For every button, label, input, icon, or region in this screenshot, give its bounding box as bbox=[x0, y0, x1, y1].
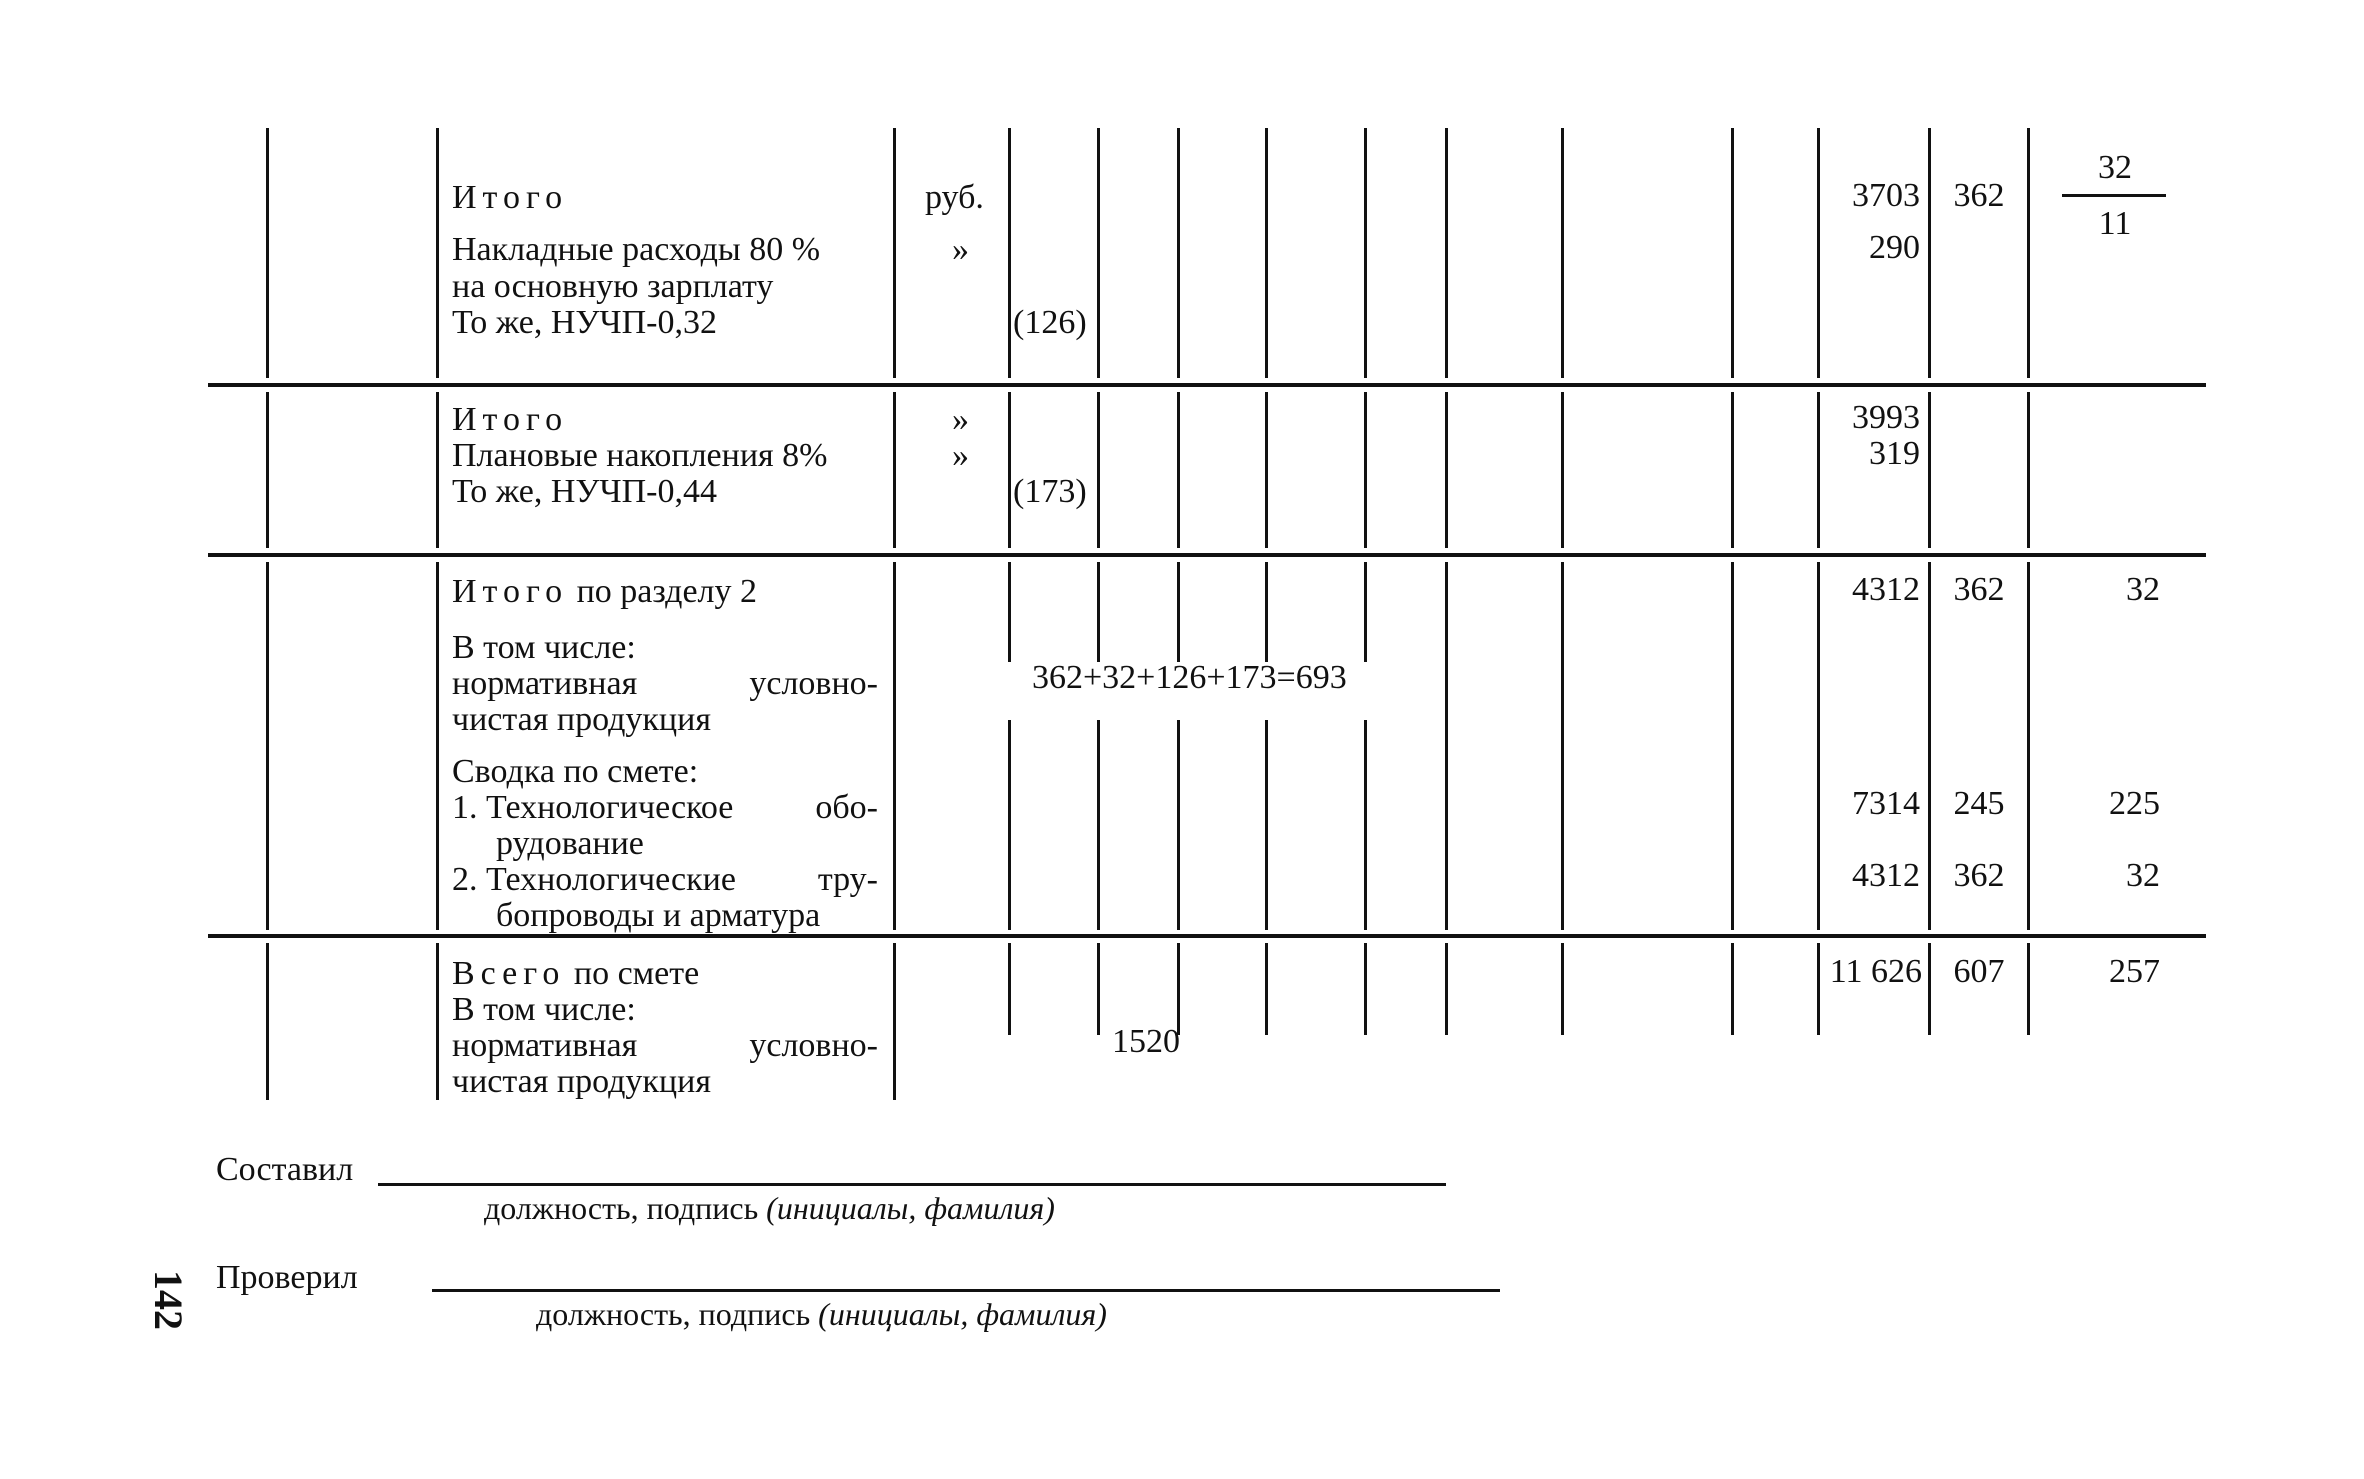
column-rule bbox=[1265, 128, 1268, 378]
column-rule bbox=[1364, 943, 1367, 1035]
column-rule bbox=[1097, 943, 1100, 1035]
s3-item2-a: 2. Технологические bbox=[452, 861, 736, 898]
column-rule bbox=[893, 943, 896, 1100]
s2-same-nuchp: То же, НУЧП-0,44 bbox=[452, 473, 717, 510]
column-rule bbox=[1364, 720, 1367, 930]
column-rule bbox=[1097, 562, 1100, 662]
column-rule bbox=[893, 128, 896, 378]
s3-total: 4312 bbox=[1852, 571, 1920, 608]
s3-summary-label: Сводка по смете: bbox=[452, 753, 699, 790]
column-rule bbox=[1928, 128, 1931, 378]
s1-same-nuchp: То же, НУЧП-0,32 bbox=[452, 304, 717, 341]
s3-formula: 362+32+126+173=693 bbox=[1032, 659, 1347, 696]
row-divider bbox=[208, 383, 2206, 387]
s3-item1-wages: 245 bbox=[1953, 785, 2005, 822]
s3-incl-label: В том числе: bbox=[452, 629, 636, 666]
s4-vsego-label bbox=[452, 956, 699, 992]
s3-item1-b: обо- bbox=[815, 789, 878, 826]
column-rule bbox=[1008, 943, 1011, 1035]
column-rule bbox=[436, 562, 439, 930]
s3-machine: 32 bbox=[2126, 571, 2160, 608]
compiled-caption bbox=[484, 1190, 1055, 1226]
column-rule bbox=[1445, 392, 1448, 548]
s3-item2-machine: 32 bbox=[2126, 857, 2160, 894]
column-rule bbox=[1008, 392, 1011, 548]
s3-item1-c: рудование bbox=[496, 825, 644, 862]
column-rule bbox=[1008, 128, 1011, 378]
column-rule bbox=[1177, 720, 1180, 930]
s1-overhead-unit: » bbox=[952, 231, 969, 268]
s1-total-wages: 362 bbox=[1953, 177, 2005, 214]
column-rule bbox=[1731, 128, 1734, 378]
column-rule bbox=[266, 128, 269, 378]
column-rule bbox=[1177, 392, 1180, 548]
s2-plan-unit: » bbox=[952, 437, 969, 474]
compiled-signature-line bbox=[378, 1183, 1446, 1186]
column-rule bbox=[1445, 943, 1448, 1035]
checked-caption-a: должность, подпись bbox=[536, 1296, 811, 1332]
s1-fraction-bar bbox=[2062, 194, 2166, 197]
column-rule bbox=[2027, 392, 2030, 548]
column-rule bbox=[266, 562, 269, 930]
s2-plan-label: Плановые накопления 8% bbox=[452, 437, 828, 474]
s3-clean-product: чистая продукция bbox=[452, 701, 711, 738]
s1-total: 3703 bbox=[1852, 177, 1920, 214]
s4-vsego-word: Всего bbox=[452, 955, 566, 992]
column-rule bbox=[1265, 392, 1268, 548]
column-rule bbox=[1008, 720, 1011, 930]
column-rule bbox=[1265, 943, 1268, 1035]
column-rule bbox=[893, 562, 896, 930]
s2-same-nuchp-value: (173) bbox=[1013, 473, 1087, 510]
column-rule bbox=[1265, 720, 1268, 930]
compiled-label: Составил bbox=[216, 1151, 354, 1188]
compiled-caption-b: (инициалы, фамилия) bbox=[766, 1190, 1055, 1226]
s3-itogo-word: Итого bbox=[452, 573, 569, 610]
checked-label: Проверил bbox=[216, 1259, 358, 1296]
column-rule bbox=[436, 943, 439, 1100]
column-rule bbox=[2027, 943, 2030, 1035]
column-rule bbox=[1097, 720, 1100, 930]
column-rule bbox=[1928, 392, 1931, 548]
s3-item2-b: тру- bbox=[817, 861, 878, 898]
s3-item2-total: 4312 bbox=[1852, 857, 1920, 894]
column-rule bbox=[1445, 562, 1448, 930]
s1-unit: руб. bbox=[925, 179, 984, 216]
column-rule bbox=[2027, 128, 2030, 378]
s1-overhead-value: 290 bbox=[1869, 229, 1920, 266]
column-rule bbox=[436, 128, 439, 378]
s4-total: 11 626 bbox=[1829, 953, 1922, 990]
column-rule bbox=[1177, 562, 1180, 662]
checked-caption bbox=[536, 1296, 1107, 1332]
column-rule bbox=[1561, 128, 1564, 378]
checked-signature-line bbox=[432, 1289, 1500, 1292]
s4-vsego-rest: по смете bbox=[573, 955, 700, 992]
s4-normative-value: 1520 bbox=[1112, 1023, 1180, 1060]
column-rule bbox=[1731, 392, 1734, 548]
page-number: 142 bbox=[146, 1270, 191, 1330]
s3-normative-line bbox=[452, 666, 878, 702]
s3-item2-wages: 362 bbox=[1953, 857, 2005, 894]
s3-item1-a: 1. Технологическое bbox=[452, 789, 734, 826]
s3-item2-line bbox=[452, 862, 878, 898]
s1-fraction-denominator: 11 bbox=[2098, 205, 2132, 242]
s4-normative-word: нормативная bbox=[452, 1027, 638, 1064]
s3-item1-line bbox=[452, 790, 878, 826]
s3-item2-c: бопроводы и арматура bbox=[496, 897, 821, 934]
column-rule bbox=[1561, 392, 1564, 548]
s2-unit: » bbox=[952, 401, 969, 438]
column-rule bbox=[266, 392, 269, 548]
s3-wages: 362 bbox=[1953, 571, 2005, 608]
column-rule bbox=[2027, 562, 2030, 930]
s4-conditional-word: условно- bbox=[749, 1027, 878, 1064]
column-rule bbox=[1364, 128, 1367, 378]
column-rule bbox=[1097, 128, 1100, 378]
row-divider bbox=[208, 553, 2206, 557]
s3-item1-machine: 225 bbox=[2109, 785, 2160, 822]
checked-caption-b: (инициалы, фамилия) bbox=[818, 1296, 1107, 1332]
column-rule bbox=[266, 943, 269, 1100]
column-rule bbox=[1445, 128, 1448, 378]
s3-normative-word: нормативная bbox=[452, 665, 638, 702]
s1-overhead-label-2: на основную зарплату bbox=[452, 268, 774, 305]
s2-plan-value: 319 bbox=[1869, 435, 1920, 472]
s1-overhead-label: Накладные расходы 80 % bbox=[452, 231, 821, 268]
column-rule bbox=[1561, 943, 1564, 1035]
column-rule bbox=[1364, 392, 1367, 548]
s3-itogo-section-label bbox=[452, 574, 757, 610]
column-rule bbox=[1364, 562, 1367, 662]
column-rule bbox=[1731, 562, 1734, 930]
column-rule bbox=[1265, 562, 1268, 662]
column-rule bbox=[436, 392, 439, 548]
s3-item1-total: 7314 bbox=[1852, 785, 1920, 822]
s4-normative-line bbox=[452, 1028, 878, 1064]
column-rule bbox=[893, 392, 896, 548]
column-rule bbox=[1177, 943, 1180, 1035]
s3-itogo-rest: по разделу 2 bbox=[576, 573, 758, 610]
s2-total: 3993 bbox=[1852, 399, 1920, 436]
s2-itogo-label: Итого bbox=[452, 401, 569, 438]
compiled-caption-a: должность, подпись bbox=[484, 1190, 759, 1226]
s1-same-nuchp-value: (126) bbox=[1013, 304, 1087, 341]
s4-machine: 257 bbox=[2109, 953, 2160, 990]
s3-conditional-word: условно- bbox=[749, 665, 878, 702]
s4-clean-product: чистая продукция bbox=[452, 1063, 711, 1100]
row-divider bbox=[208, 934, 2206, 938]
column-rule bbox=[1561, 562, 1564, 930]
s1-itogo-label: Итого bbox=[452, 179, 569, 216]
column-rule bbox=[1731, 943, 1734, 1035]
column-rule bbox=[1008, 562, 1011, 662]
column-rule bbox=[1097, 392, 1100, 548]
s1-fraction-numerator: 32 bbox=[2098, 149, 2132, 186]
column-rule bbox=[1177, 128, 1180, 378]
s4-incl-label: В том числе: bbox=[452, 991, 636, 1028]
s4-wages: 607 bbox=[1953, 953, 2005, 990]
